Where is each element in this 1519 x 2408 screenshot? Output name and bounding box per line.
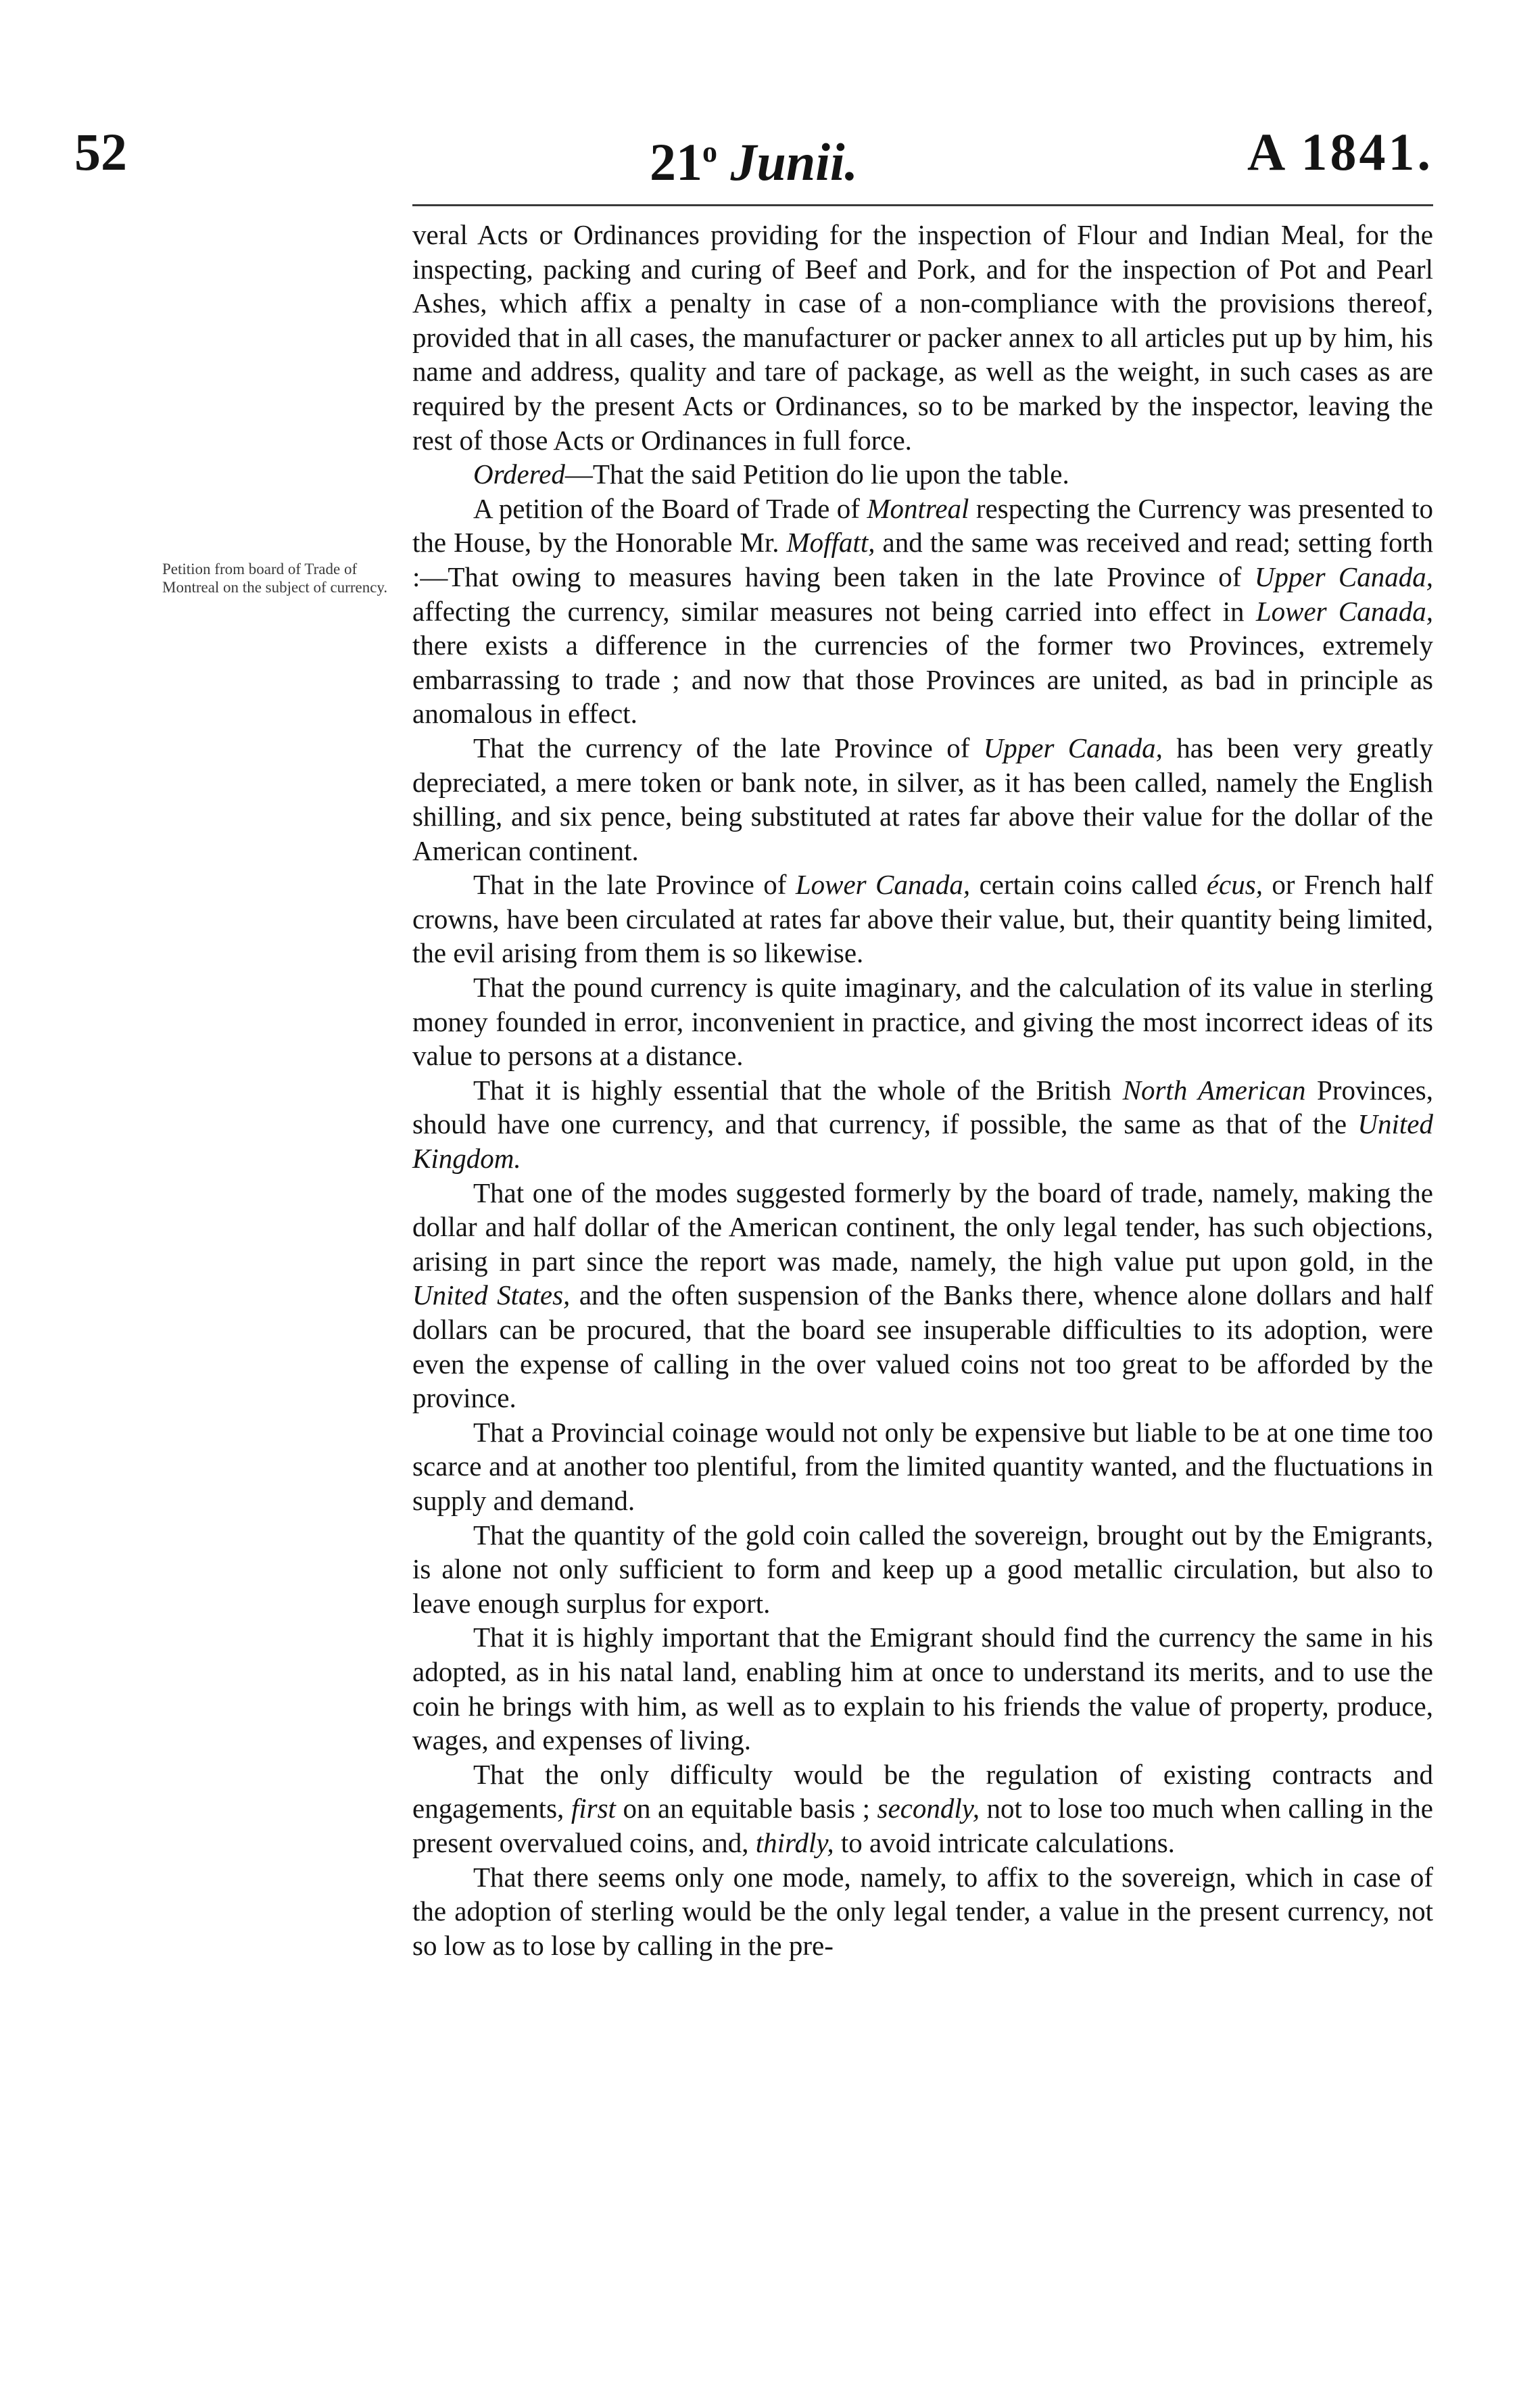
running-date xyxy=(74,115,1433,199)
paragraph xyxy=(412,1518,1433,1621)
paragraph xyxy=(412,1415,1433,1518)
paragraph xyxy=(412,731,1433,868)
page-number: 52 xyxy=(74,122,127,181)
text-run: has been very greatly depreciated, a mere token or bank note, in silver, as it has been called, namely the English shilling, and six pence, being substituted at rates far above their value for the dollar of the American continent. xyxy=(412,732,1433,866)
paragraph xyxy=(412,1620,1433,1757)
text-run: That it is highly important that the Emigrant should find the currency the same in his adopted, as in his natal land, enabling him at once to understand its merits, and to use the coin he brings with him, as well as to explain to his friends the value of property, produce, wages, and expenses of living. xyxy=(412,1622,1433,1756)
text-run: not to lose too much when calling in the present overvalued coins, and, xyxy=(412,1793,1433,1858)
text-run: That it is highly essential that the whole of the British xyxy=(473,1074,1123,1106)
text-run: affecting the currency, similar measures not being carried into effect in xyxy=(412,595,1256,627)
italic-text: secondly, xyxy=(877,1793,980,1824)
paragraph xyxy=(412,492,1433,731)
header-rule xyxy=(412,204,1433,206)
text-run: That the currency of the late Province of xyxy=(473,732,984,763)
paragraph xyxy=(412,868,1433,970)
date-month: Junii. xyxy=(730,133,859,191)
main-text xyxy=(412,218,1433,1962)
text-run: Provinces, should have one currency, and that currency, if possible, the same as that of the xyxy=(412,1074,1433,1140)
italic-text: North American xyxy=(1122,1074,1306,1106)
text-run: respecting the Currency was presented to the House, by the Honorable Mr. xyxy=(412,492,1433,559)
text-run: certain coins called xyxy=(970,869,1207,901)
text-run: to avoid intricate calculations. xyxy=(834,1826,1175,1858)
running-year: A 1841. xyxy=(1247,122,1433,181)
text-run: there exists a difference in the currencies of the former two Provinces, extremely embarrassing to trade ; and now that those Provinces are united, as bad in principle as anomalous in effect. xyxy=(412,630,1433,730)
italic-text: Moffatt, xyxy=(786,527,875,559)
text-run: A petition of the Board of Trade of xyxy=(473,492,867,524)
paragraph xyxy=(412,1176,1433,1415)
text-run: and the often suspension of the Banks there, whence alone dollars and half dollars can be procured, that the board see insuperable difficulties to its adoption, were even the expense of calling in the over valued coins not too great to be afforded by the province. xyxy=(412,1279,1433,1414)
text-run: on an equitable basis ; xyxy=(615,1793,877,1824)
paragraph xyxy=(412,970,1433,1073)
italic-text: United Kingdom. xyxy=(412,1108,1433,1175)
date-day: 21 xyxy=(649,133,702,191)
text-run: That one of the modes suggested formerly by the board of trade, namely, making the dollar and half dollar of the American continent, the only legal tender, has such objections, arising in part since the report was made, namely, the high value put upon gold, in the xyxy=(412,1177,1433,1277)
text-run: —That the said Petition do lie upon the table. xyxy=(564,458,1069,490)
text-run: That a Provincial coinage would not only be expensive but liable to be at one time too scarce and at another too plentiful, from the limited quantity wanted, and the fluctuations in supply and demand. xyxy=(412,1416,1433,1516)
italic-text: United States, xyxy=(412,1279,571,1311)
italic-text: Upper Canada, xyxy=(983,732,1163,763)
italic-text: Ordered xyxy=(473,458,565,490)
text-run: That there seems only one mode, namely, to affix to the sovereign, which in case of the adoption of sterling would be the only legal tender, a value in the present currency, not so low as to lose by calling in the pre- xyxy=(412,1861,1433,1961)
paragraph xyxy=(412,1073,1433,1176)
text-run: That the only difficulty would be the regulation of existing contracts and engagements, xyxy=(412,1758,1433,1824)
paragraph xyxy=(412,1757,1433,1860)
text-run: or French half crowns, have been circulated at rates far above their value, but, their quantity being limited, the evil arising from them is so likewise. xyxy=(412,869,1434,969)
italic-text: Lower Canada, xyxy=(795,869,971,901)
text-run: and the same was received and read; setting forth :—That owing to measures having been taken in the late Province of xyxy=(412,527,1433,592)
text-run: That in the late Province of xyxy=(473,869,796,901)
italic-text: thirdly, xyxy=(755,1826,834,1858)
paragraph xyxy=(412,218,1433,457)
italic-text: Lower Canada, xyxy=(1255,595,1433,627)
paragraph xyxy=(412,457,1433,492)
text-run: That the pound currency is quite imaginary, and the calculation of its value in sterling money founded in error, inconvenient in practice, and giving the most incorrect ideas of its value to persons at a distance. xyxy=(412,972,1433,1072)
margin-note: Petition from board of Trade of Montreal on the subject of currency. xyxy=(162,561,388,596)
text-run: That the quantity of the gold coin called the sovereign, brought out by the Emigrants, is alone not only sufficient to form and keep up a good metallic circulation, but also to leave enough surplus for export. xyxy=(412,1519,1433,1619)
italic-text: first xyxy=(571,1793,616,1824)
running-header xyxy=(74,115,1433,189)
date-ordinal: o xyxy=(702,135,717,168)
italic-text: Upper Canada, xyxy=(1254,561,1433,592)
italic-text: écus, xyxy=(1206,869,1263,901)
paragraph xyxy=(412,1860,1433,1963)
italic-text: Montreal xyxy=(867,492,969,524)
text-run: veral Acts or Ordinances providing for the inspection of Flour and Indian Meal, for the inspecting, packing and curing of Beef and Pork, and for the inspection of Pot and Pearl Ashes, which affix a penalty in case of a non-compliance with the provisions thereof, provided that in all cases, the manufacturer or packer annex to all articles put up by him, his name and address, quality and tare of package, as well as the weight, in such cases as are required by the present Acts or Ordinances, so to be marked by the inspector, leaving the rest of those Acts or Ordinances in full force. xyxy=(412,219,1433,456)
